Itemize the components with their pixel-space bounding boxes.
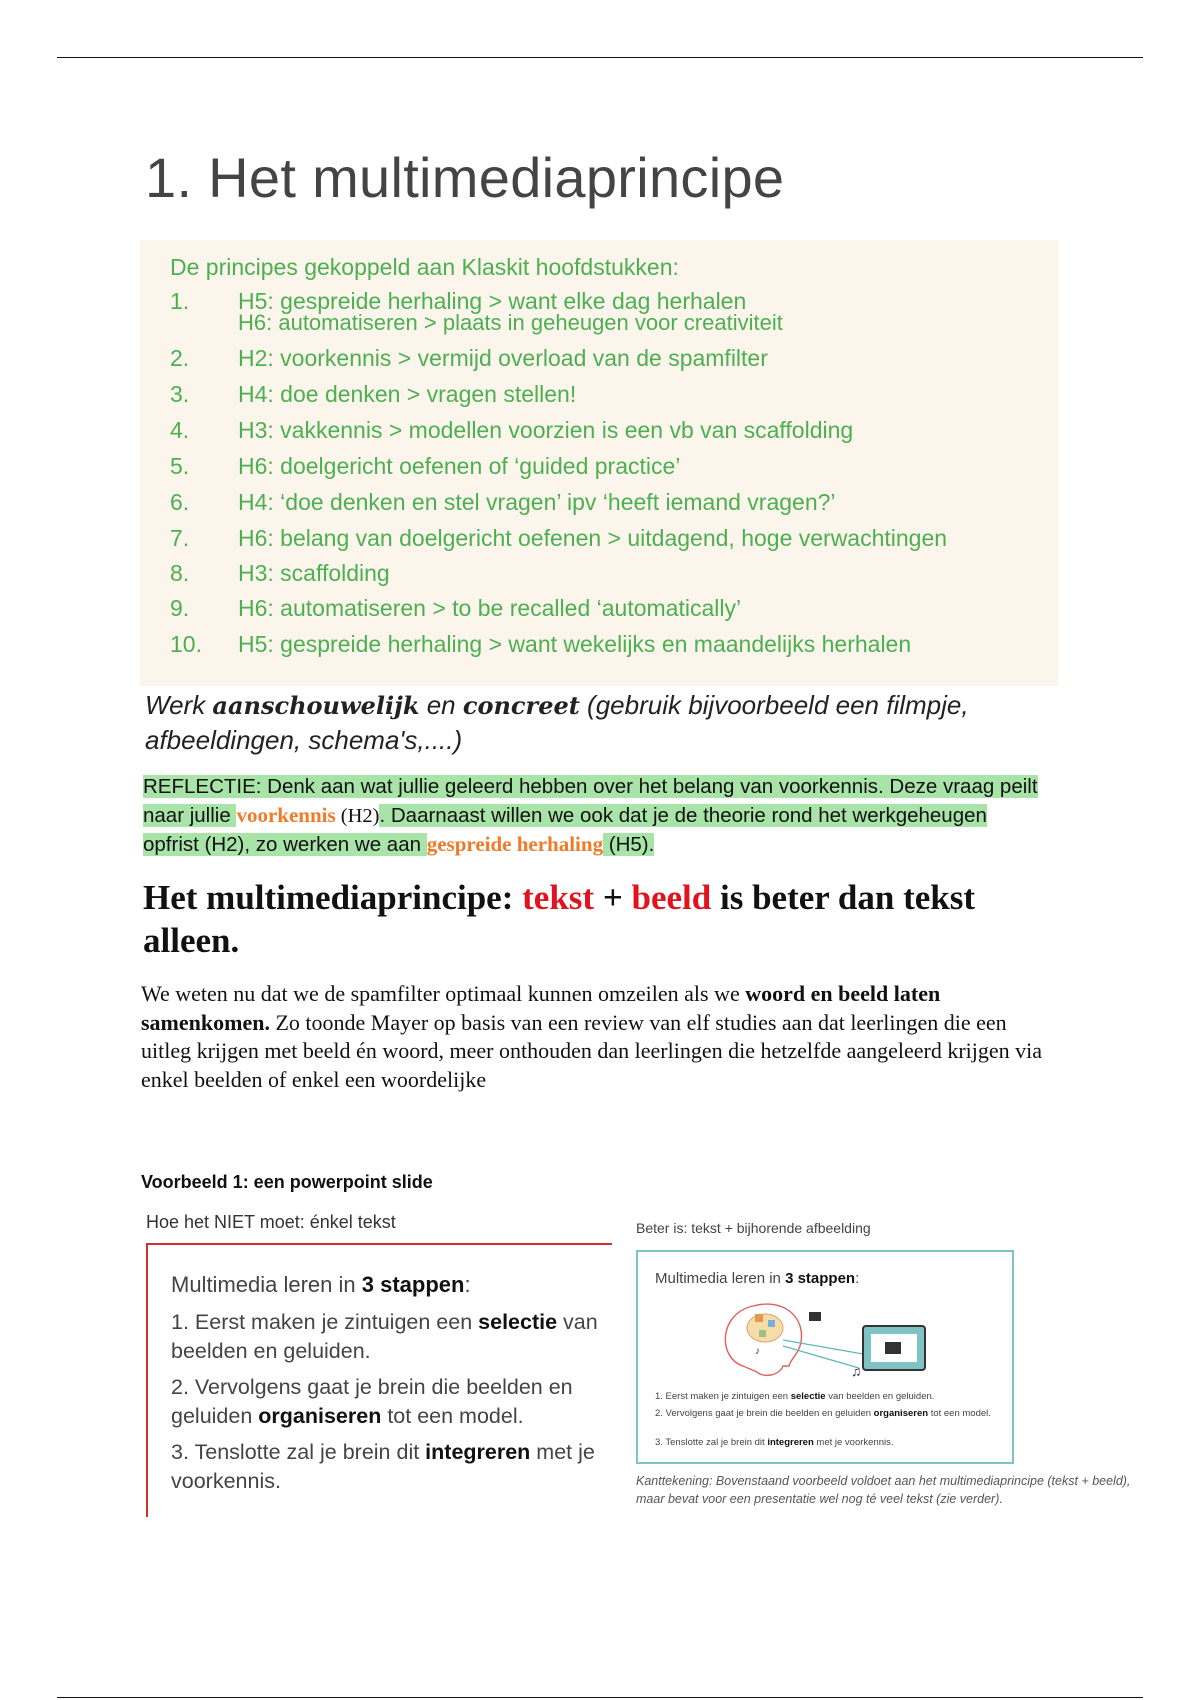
slide-step: 2. Vervolgens gaat je brein die beelden en geluiden organiseren tot een model. [171,1375,573,1428]
keyword-voorkennis: voorkennis [236,803,336,827]
principles-box: De principes gekoppeld aan Klaskit hoofdstukken: 1. H5: gespreide herhaling > want elke dag herhalen H6: automatiseren > plaats in geheugen voor creativiteit 2. H2: voorkennis > vermijd overload van de spamfilter 3. H4: doe denken > vragen stellen! 4. H3: vakkennis > modellen voorzien is een vb van scaffolding 5. H6: doelgericht oefenen of ‘guided practice’ 6. H4: ‘doe denken en stel vragen’ ipv ‘heeft iemand vragen?’ 7. H6: belang van doelgericht oefenen > uitdagend, hoge verwachtingen 8. H3: scaffolding 9. H6: automatiseren > to be recalled ‘automatically’ 10. H5: gespreide herhaling > want wekelijks en maandelijks herhalen [140,240,1058,686]
slide-title: Multimedia leren in 3 stappen: [655,1270,860,1287]
page-title: 1. Het multimediaprincipe [145,146,785,209]
slide-step-small: 2. Vervolgens gaat je brein die beelden en geluiden organiseren tot een model. [655,1408,991,1419]
slide-title: Multimedia leren in 3 stappen: [171,1272,471,1297]
multimedia-heading: Het multimediaprincipe: tekst + beeld is beter dan tekst alleen. [143,878,976,960]
slide-text-and-image [636,1250,1014,1464]
top-rule [57,57,1143,58]
svg-text:♫: ♫ [851,1363,862,1379]
niet-label: Hoe het NIET moet: énkel tekst [146,1212,396,1232]
body-paragraph: We weten nu dat we de spamfilter optimaal kunnen omzeilen als we woord en beeld laten samenkomen. Zo toonde Mayer op basis van een review van elf studies aan dat leerlingen die een uitleg krijgen met beeld én woord, meer onthouden dan leerlingen die hetzelfde aangeleerd krijgen via enkel beelden of enkel een woordelijke [141,981,1043,1092]
reflectie-paragraph: REFLECTIE: Denk aan wat jullie geleerd hebben over het belang van voorkennis. Deze vraag peilt naar jullie voorkennis (H2). Daarnaast willen we ook dat je de theorie rond het werkgeheugen opfrist (H2), zo werken we aan gespreide herhaling (H5). [143,775,1038,856]
bottom-rule [57,1697,1143,1698]
slide-step: 3. Tenslotte zal je brein dit integreren met je voorkennis. [171,1440,595,1493]
svg-text:♪: ♪ [755,1346,760,1357]
kanttekening-note: Kanttekening: Bovenstaand voorbeeld voldoet aan het multimediaprincipe (tekst + beeld), maar bevat voor een presentatie wel nog té veel tekst (zie verder). [636,1474,1131,1506]
slide-text-only [146,1243,612,1517]
beter-label: Beter is: tekst + bijhorende afbeelding [636,1220,871,1236]
slide-step: 1. Eerst maken je zintuigen een selectie van beelden en geluiden. [171,1310,598,1363]
slide-step-small: 3. Tenslotte zal je brein dit integreren met je voorkennis. [655,1437,894,1448]
keyword-gespreide-herhaling: gespreide herhaling [426,832,604,856]
principles-heading: De principes gekoppeld aan Klaskit hoofdstukken: [170,254,679,280]
slide-step-small: 1. Eerst maken je zintuigen een selectie van beelden en geluiden. [655,1391,935,1402]
voorbeeld-title: Voorbeeld 1: een powerpoint slide [141,1172,433,1192]
werk-instruction: Werk aanschouwelijk en concreet (gebruik bijvoorbeeld een filmpje, afbeeldingen, schema's,....) [145,690,969,755]
brain-illustration [713,1296,933,1390]
